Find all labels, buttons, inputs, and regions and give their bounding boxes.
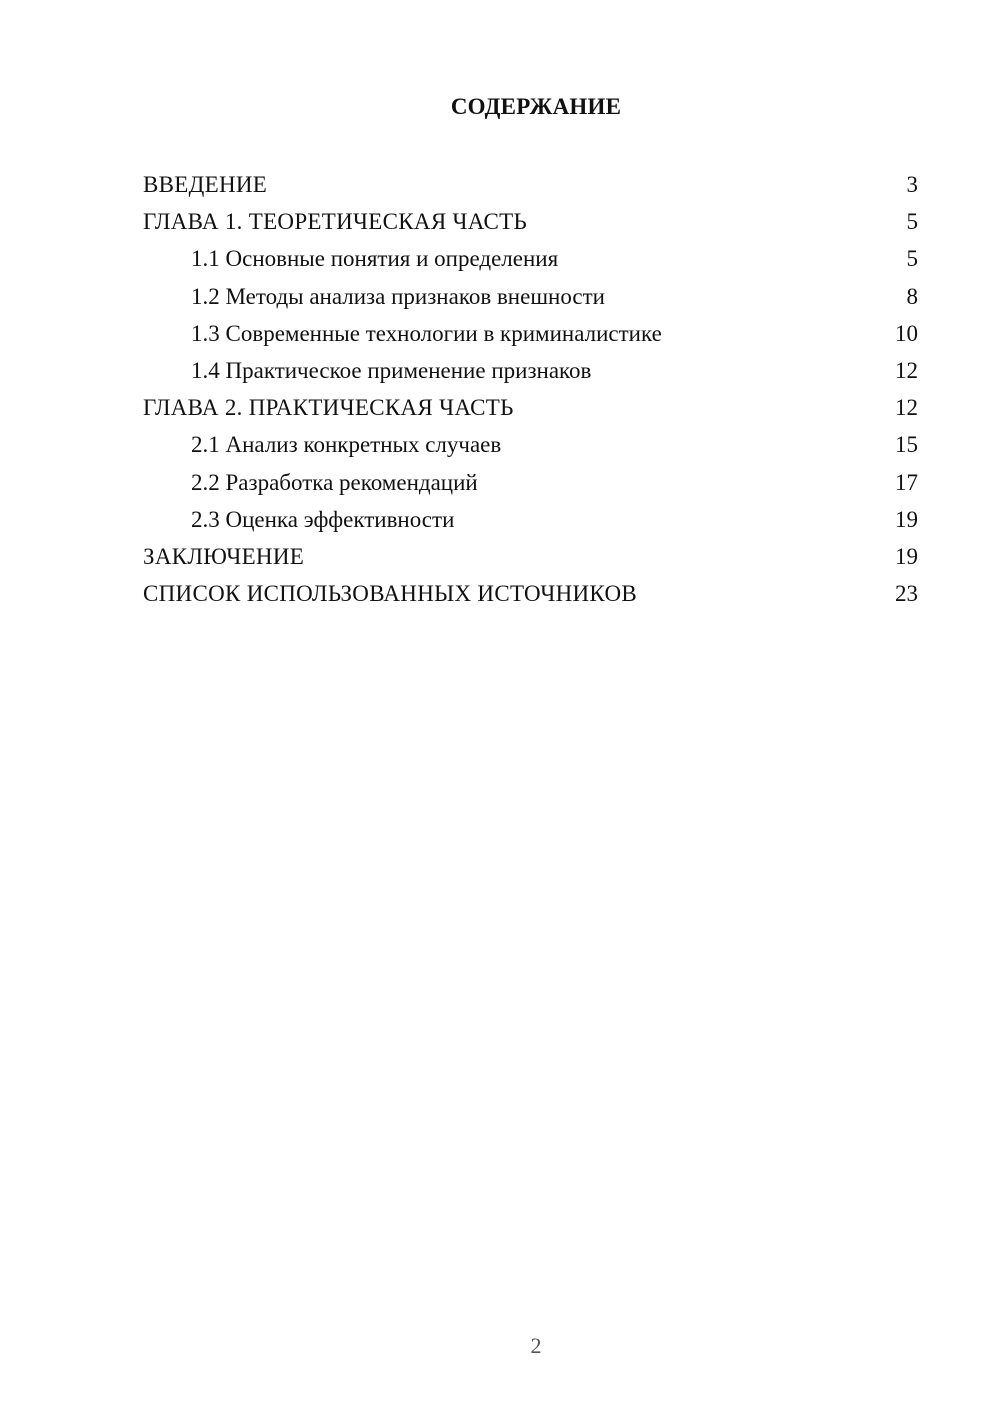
toc-entry-label: ВВЕДЕНИЕ <box>143 172 268 197</box>
toc-entry-conclusion[interactable] <box>143 538 918 575</box>
table-of-contents <box>143 166 918 612</box>
toc-entry-page: 3 <box>906 172 918 197</box>
toc-entry-page: 8 <box>906 283 918 309</box>
toc-entry-page: 15 <box>895 432 918 458</box>
toc-entry-label: СПИСОК ИСПОЛЬЗОВАННЫХ ИСТОЧНИКОВ <box>143 581 638 607</box>
toc-entry-chapter-1[interactable] <box>143 203 918 240</box>
toc-entry-page: 10 <box>895 320 918 346</box>
toc-entry-label: ГЛАВА 2. ПРАКТИЧЕСКАЯ ЧАСТЬ <box>143 395 514 421</box>
toc-entry-chapter-2[interactable] <box>143 389 918 426</box>
toc-entry-introduction[interactable] <box>143 166 918 203</box>
toc-entry-label: 2.2 Разработка рекомендаций <box>191 469 478 495</box>
toc-entry-page: 19 <box>895 543 918 569</box>
toc-entry-section-1-2[interactable] <box>143 278 918 315</box>
toc-entry-section-1-1[interactable] <box>143 240 918 277</box>
toc-entry-section-2-3[interactable] <box>143 501 918 538</box>
toc-entry-label: 1.2 Методы анализа признаков внешности <box>191 283 605 309</box>
toc-entry-section-2-2[interactable] <box>143 464 918 501</box>
toc-entry-label: 1.3 Современные технологии в криминалистике <box>191 320 662 346</box>
toc-entry-label: ГЛАВА 1. ТЕОРЕТИЧЕСКАЯ ЧАСТЬ <box>143 209 528 235</box>
page-title: СОДЕРЖАНИЕ <box>450 94 622 119</box>
toc-entry-section-1-4[interactable] <box>143 352 918 389</box>
toc-entry-page: 12 <box>895 357 918 383</box>
toc-entry-page: 12 <box>895 395 918 421</box>
toc-entry-label: 2.1 Анализ конкретных случаев <box>191 432 502 458</box>
page-number: 2 <box>530 1333 542 1358</box>
toc-entry-label: ЗАКЛЮЧЕНИЕ <box>143 543 305 569</box>
toc-entry-section-1-3[interactable] <box>143 315 918 352</box>
toc-entry-page: 23 <box>895 581 918 607</box>
toc-entry-page: 5 <box>906 246 918 272</box>
toc-entry-label: 1.4 Практическое применение признаков <box>191 357 592 383</box>
toc-entry-page: 19 <box>895 506 918 532</box>
toc-entry-page: 5 <box>906 209 918 235</box>
toc-entry-section-2-1[interactable] <box>143 426 918 463</box>
toc-entry-page: 17 <box>895 469 918 495</box>
toc-entry-label: 2.3 Оценка эффективности <box>191 506 455 532</box>
toc-entry-references[interactable] <box>143 575 918 612</box>
toc-entry-label: 1.1 Основные понятия и определения <box>191 246 559 272</box>
